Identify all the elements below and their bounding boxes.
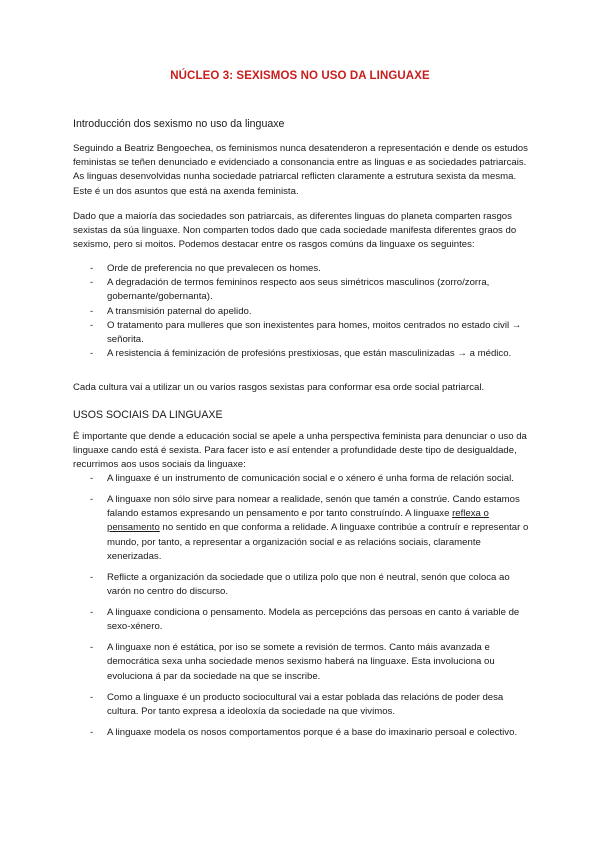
paragraph-1: Seguindo a Beatriz Bengoechea, os feminismos nunca desatenderon a representación e dende os estudos feministas se teñen denunciado e evidenciado a consonancia entre as linguas e as sociedades patriarcais. As linguas desenvolvidas nunha sociedade patriarcal reflicten claramente a estrutura sexista da mesma. Este é un dos asuntos que está na axenda feminista. [73,143,528,197]
list-item: - Orde de preferencia no que prevalecen os homes. [73,262,535,276]
list-item: - A linguaxe modela os nosos comportamentos porque é a base do imaxinario persoal e colectivo. [73,726,535,740]
list-item: - A linguaxe non é estática, por iso se somete a revisión de termos. Canto máis avanzada e democrática sexa unha sociedade menos sexismo haberá na linguaxe. Esta involuciona ou evoluciona á par da sociedade na que se inscribe. [73,641,535,684]
paragraph-4: É importante que dende a educación social se apele a unha perspectiva feminista para denunciar o uso da linguaxe cando está é sexista. Para facer isto e así entender a profundidade deste tipo de desigualdade, recurrimos aos usos sociais da linguaxe: [73,431,527,471]
usos-heading: USOS SOCIAIS DA LINGUAXE [73,409,223,421]
list-item: - A degradación de termos femininos respecto aos seus simétricos masculinos (zorro/zorra, gobernante/gobernanta). [73,276,535,304]
paragraph-2: Dado que a maioría das sociedades son patriarcais, as diferentes linguas do planeta comparten rasgos sexistas da súa linguaxe. Non comparten todos dado que cada sociedade manifesta diferentes graos do sexismo, pero si moitos. Podemos destacar entre os rasgos comúns da linguaxe os seguintes: [73,211,517,251]
list-item [73,493,535,564]
list-item-text: A linguaxe non sólo sirve para nomear a realidade, senón que tamén a constrúe. Cando estamos falando estamos expresando un pensamento e por tanto construíndo. A linguaxe [107,494,520,520]
common-traits-list [73,262,535,361]
list-item: - A transmisión paternal do apelido. [73,305,535,319]
list-item: - O tratamento para mulleres que son inexistentes para homes, moitos centrados no estado civil → señorita. [73,319,535,347]
list-item-text: no sentido en que conforma a relidade. A linguaxe contribúe a contruír e representar o mundo, por tanto, a representar a organización social e as relacións sociais, claramente xenerizadas. [107,522,529,562]
list-item: - Reflicte a organización da sociedade que o utiliza polo que non é neutral, senón que coloca ao varón no centro do discurso. [73,571,535,599]
document-title: NÚCLEO 3: SEXISMOS NO USO DA LINGUAXE [170,70,430,82]
list-item: - A linguaxe condiciona o pensamento. Modela as percepcións das persoas en canto á variable de sexo-xénero. [73,606,535,634]
paragraph-3: Cada cultura vai a utilizar un ou varios rasgos sexistas para conformar esa orde social patriarcal. [73,382,485,393]
list-item: - A linguaxe é un instrumento de comunicación social e o xénero é unha forma de relación social. [73,472,535,486]
list-item: - Como a linguaxe é un producto sociocultural vai a estar poblada das relacións de poder desa cultura. Por tanto expresa a ideoloxía da sociedade na que vivimos. [73,691,535,719]
underlined-phrase: reflexa o pensamento [107,508,489,534]
intro-heading: Introducción dos sexismo no uso da linguaxe [73,118,285,130]
list-item: - A resistencia á feminización de profesións prestixiosas, que están masculinizadas → a médico. [73,347,535,361]
social-uses-list [73,472,535,747]
